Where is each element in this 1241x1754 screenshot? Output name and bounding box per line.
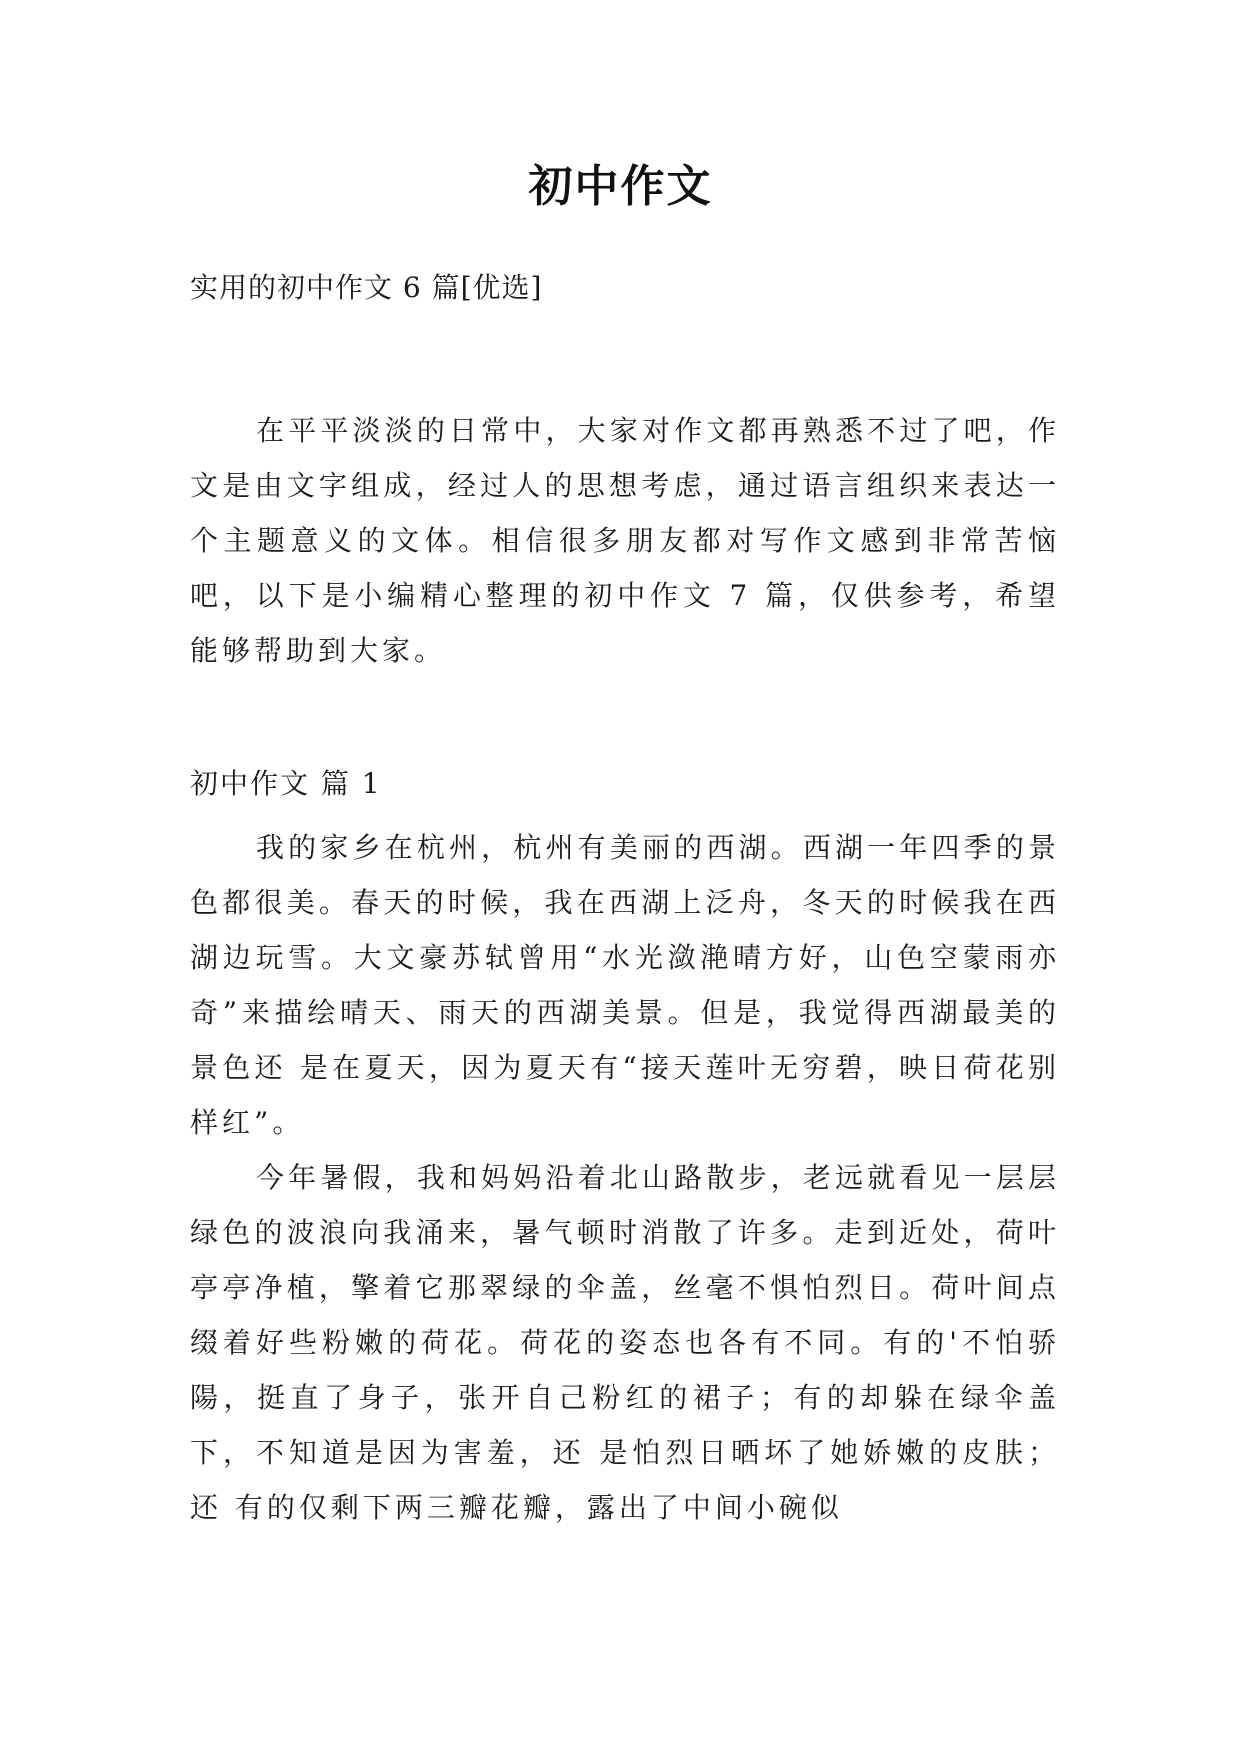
intro-paragraph: 在平平淡淡的日常中，大家对作文都再熟悉不过了吧，作文是由文字组成，经过人的思想考虑，通过语言组织来表达一个主题意义的文体。相信很多朋友都对写作文感到非常苦恼吧，以下是小编精心整理的初中作文 7 篇，仅供参考，希望能够帮助到大家。 xyxy=(190,414,1060,667)
document-title: 初中作文 xyxy=(528,161,713,212)
essay-paragraph-1: 我的家乡在杭州，杭州有美丽的西湖。西湖一年四季的景色都很美。春天的时候，我在西湖上泛舟，冬天的时候我在西湖边玩雪。大文豪苏轼曾用“水光潋滟晴方好，山色空蒙雨亦奇”来描绘晴天、雨天的西湖美景。但是，我觉得西湖最美的景色还 是在夏天，因为夏天有“接天莲叶无穷碧，映日荷花别样红”。 xyxy=(190,831,1060,1139)
essay-paragraph-2: 今年暑假，我和妈妈沿着北山路散步，老远就看见一层层绿色的波浪向我涌来，暑气顿时消散了许多。走到近处，荷叶亭亭净植，擎着它那翠绿的伞盖，丝毫不惧怕烈日。荷叶间点缀着好些粉嫩的荷花。荷花的姿态也各有不同。有的'不怕骄陽，挺直了身子，张开自己粉红的裙子；有的却躲在绿伞盖下，不知道是因为害羞，还 是怕烈日晒坏了她娇嫩的皮肤；还 有的仅剩下两三瓣花瓣，露出了中间小碗似 xyxy=(190,1161,1060,1524)
document-subtitle: 实用的初中作文 6 篇[优选] xyxy=(190,271,543,304)
essay-body xyxy=(190,820,1060,1535)
section-heading: 初中作文 篇 1 xyxy=(190,767,382,800)
